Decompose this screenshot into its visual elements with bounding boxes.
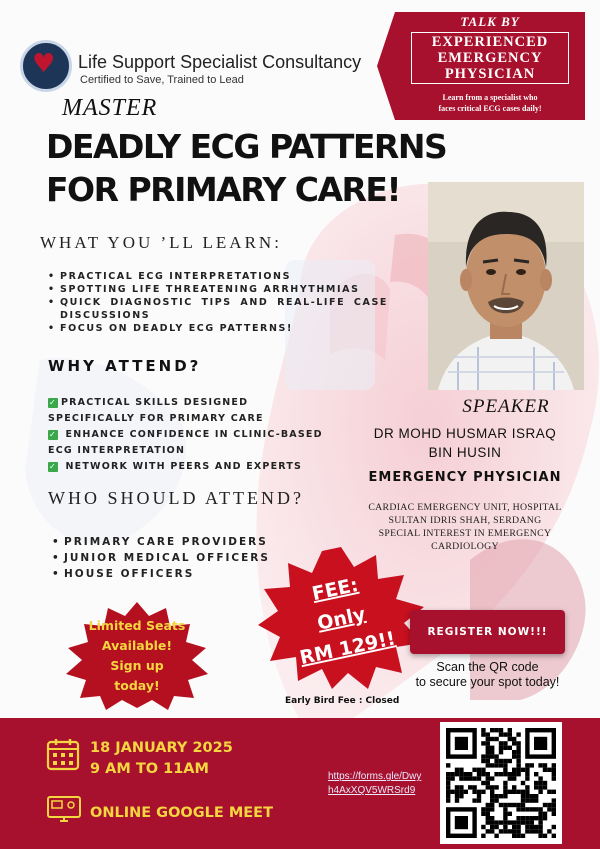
page-title-line1: DEADLY ECG PATTERNS bbox=[46, 127, 447, 166]
registration-qr-code[interactable] bbox=[440, 722, 562, 844]
speaker-role: EMERGENCY PHYSICIAN bbox=[368, 470, 562, 485]
list-item: • PRIMARY CARE PROVIDERS bbox=[52, 534, 332, 550]
limited-seats-line: Limited Seats bbox=[88, 618, 186, 633]
talk-by-banner bbox=[395, 12, 585, 120]
registration-link-line[interactable]: https://forms.gle/Dwy bbox=[328, 771, 422, 782]
why-heading: WHY ATTEND? bbox=[48, 357, 202, 375]
page-title-line2: FOR PRIMARY CARE! bbox=[46, 170, 400, 209]
list-item: • PRACTICAL ECG INTERPRETATIONS bbox=[48, 270, 388, 283]
event-time: 9 AM TO 11AM bbox=[90, 761, 209, 777]
calendar-icon bbox=[46, 737, 80, 771]
online-meeting-icon bbox=[46, 794, 82, 826]
learn-list bbox=[48, 270, 388, 335]
check-icon: ✓ bbox=[49, 430, 57, 439]
speaker-name bbox=[340, 424, 590, 462]
speaker-photo bbox=[428, 182, 584, 390]
scan-instructions bbox=[380, 660, 595, 690]
list-item: • JUNIOR MEDICAL OFFICERS bbox=[52, 550, 332, 566]
early-bird-note: Early Bird Fee : Closed bbox=[285, 696, 400, 706]
organization-name: Life Support Specialist Consultancy bbox=[78, 52, 362, 72]
banner-subtext-line: Learn from a specialist who bbox=[442, 93, 538, 102]
why-item-text: NETWORK WITH PEERS AND EXPERTS bbox=[61, 461, 303, 472]
speaker-label: SPEAKER bbox=[462, 396, 550, 417]
speaker-name-line: DR MOHD HUSMAR ISRAQ bbox=[373, 426, 557, 441]
banner-headline bbox=[411, 34, 569, 82]
affiliation-line: CARDIAC EMERGENCY UNIT, HOSPITAL bbox=[368, 502, 562, 513]
organization-tagline: Certified to Save, Trained to Lead bbox=[80, 74, 244, 86]
banner-subtext-line: faces critical ECG cases daily! bbox=[438, 104, 542, 113]
list-item bbox=[48, 427, 333, 459]
banner-headline-line: EXPERIENCED bbox=[431, 34, 549, 50]
why-list bbox=[48, 395, 333, 475]
heart-logo-icon: ♥ bbox=[32, 49, 56, 79]
list-item bbox=[48, 459, 333, 475]
speaker-name-line: BIN HUSIN bbox=[428, 445, 502, 460]
banner-headline-line: PHYSICIAN bbox=[444, 66, 536, 82]
why-item-text: PRACTICAL SKILLS DESIGNED SPECIFICALLY FOR PRIMARY CARE bbox=[48, 397, 264, 424]
registration-link-line[interactable]: h4AxXQV5WRSrd9 bbox=[328, 785, 416, 796]
event-venue: ONLINE GOOGLE MEET bbox=[90, 805, 273, 821]
list-item: • FOCUS ON DEADLY ECG PATTERNS! bbox=[48, 322, 388, 335]
fee-label: FEE: bbox=[310, 574, 361, 606]
list-item bbox=[48, 395, 333, 427]
fee-amount: RM 129!! bbox=[297, 627, 398, 670]
banner-subtext bbox=[401, 92, 579, 114]
register-now-button[interactable]: REGISTER NOW!!! bbox=[410, 610, 565, 654]
fee-only: Only bbox=[315, 603, 368, 635]
scan-line: Scan the QR code bbox=[436, 660, 539, 674]
affiliation-line: SPECIAL INTEREST IN EMERGENCY bbox=[378, 528, 552, 539]
event-date: 18 JANUARY 2025 bbox=[90, 740, 233, 756]
limited-seats-badge bbox=[62, 600, 212, 710]
learn-heading: WHAT YOU ’LL LEARN: bbox=[40, 233, 282, 252]
list-item: • HOUSE OFFICERS bbox=[52, 566, 332, 582]
list-item: • QUICK DIAGNOSTIC TIPS AND REAL-LIFE CASE DISCUSSIONS bbox=[48, 296, 388, 322]
title-kicker: MASTER bbox=[62, 95, 158, 121]
registration-link[interactable] bbox=[328, 770, 428, 798]
event-date-time bbox=[90, 738, 233, 780]
limited-seats-line: Available! bbox=[101, 638, 173, 653]
why-item-text: ENHANCE CONFIDENCE IN CLINIC-BASED ECG INTERPRETATION bbox=[48, 429, 323, 456]
talk-by-label: TALK BY bbox=[460, 14, 520, 29]
who-heading: WHO SHOULD ATTEND? bbox=[48, 488, 304, 508]
affiliation-line: CARDIOLOGY bbox=[431, 541, 499, 552]
banner-headline-line: EMERGENCY bbox=[437, 50, 543, 66]
check-icon: ✓ bbox=[49, 462, 57, 471]
qr-code-pattern bbox=[440, 722, 562, 844]
affiliation-line: SULTAN IDRIS SHAH, SERDANG bbox=[388, 515, 542, 526]
list-item: • SPOTTING LIFE THREATENING ARRHYTHMIAS bbox=[48, 283, 388, 296]
check-icon: ✓ bbox=[49, 398, 57, 407]
limited-seats-line: today! bbox=[114, 678, 160, 693]
scan-line: to secure your spot today! bbox=[415, 675, 560, 689]
limited-seats-line: Sign up bbox=[110, 658, 164, 673]
